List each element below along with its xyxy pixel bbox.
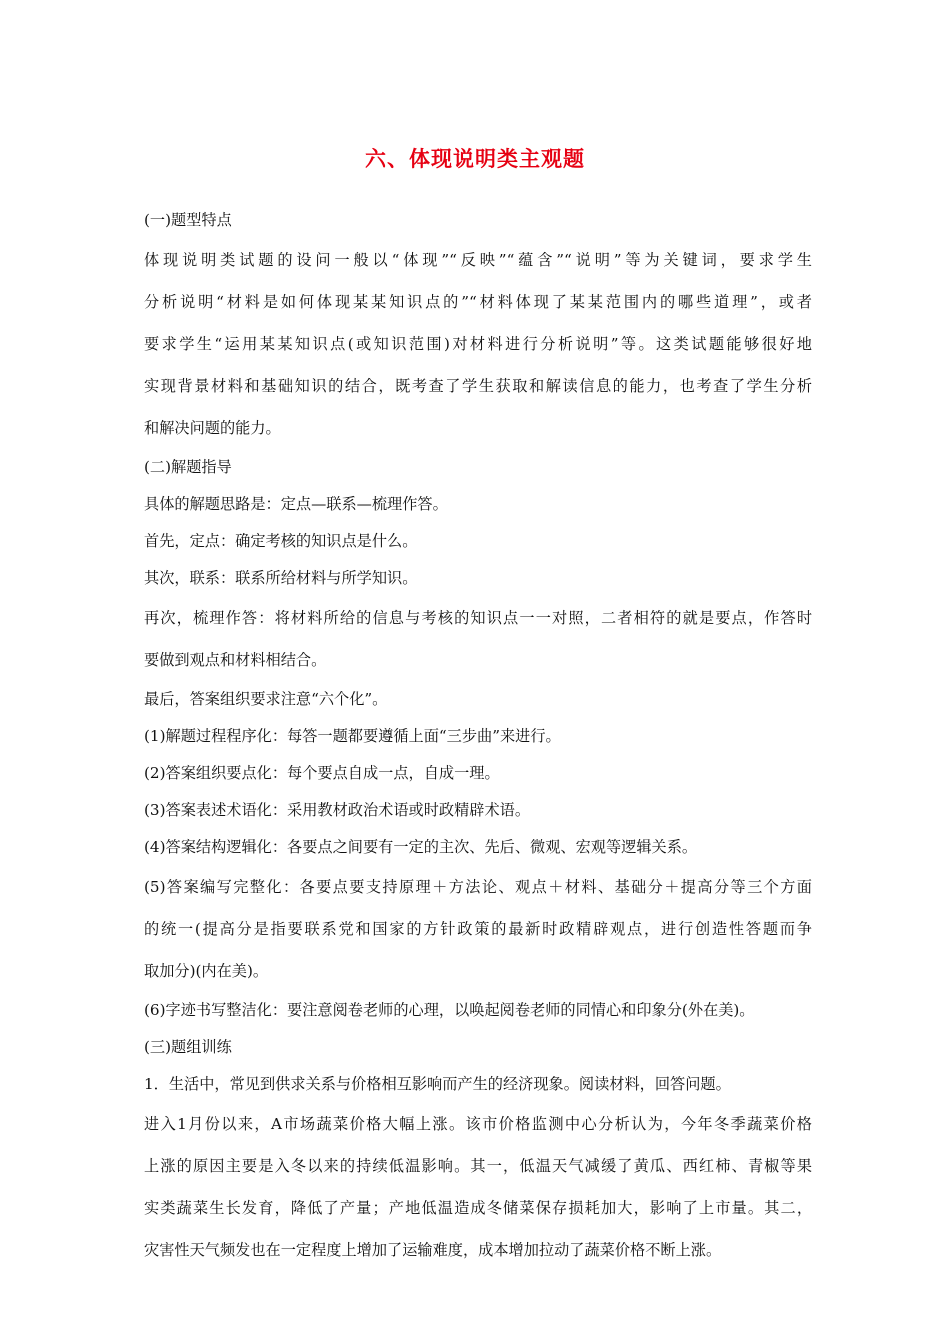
list-item-continued: 的统一(提高分是指要联系党和国家的方针政策的最新时政精辟观点，进行创造性答题而争 [144,920,812,938]
paragraph-line: 分析说明“材料是如何体现某某知识点的”“材料体现了某某范围内的哪些道理”，或者 [144,293,812,311]
paragraph-line: 要做到观点和材料相结合。 [144,651,327,669]
section-heading-features: (一)题型特点 [144,211,232,229]
paragraph-line: 其次，联系：联系所给材料与所学知识。 [144,569,418,587]
paragraph-line: 要求学生“运用某某知识点(或知识范围)对材料进行分析说明”等。这类试题能够很好地 [144,335,812,353]
material-line: 上涨的原因主要是入冬以来的持续低温影响。其一，低温天气减缓了黄瓜、西红柿、青椒等果 [144,1157,812,1175]
list-item: (3)答案表述术语化：采用教材政治术语或时政精辟术语。 [144,801,531,819]
section-heading-guidance: (二)解题指导 [144,458,232,476]
document-body [144,202,812,1271]
list-item: (1)解题过程程序化：每答一题都要遵循上面“三步曲”来进行。 [144,727,561,745]
list-item-continued: 取加分)(内在美)。 [144,962,269,980]
list-item: (5)答案编写完整化：各要点要支持原理＋方法论、观点＋材料、基础分＋提高分等三个方面 [144,878,812,896]
paragraph-line: 体现说明类试题的设问一般以“体现”“反映”“蕴含”“说明”等为关键词，要求学生 [144,251,812,269]
paragraph-line: 具体的解题思路是：定点—联系—梳理作答。 [144,495,448,513]
document-title: 六、体现说明类主观题 [365,147,585,171]
paragraph-line: 最后，答案组织要求注意“六个化”。 [144,690,388,708]
section-heading-training: (三)题组训练 [144,1038,232,1056]
list-item: (4)答案结构逻辑化：各要点之间要有一定的主次、先后、微观、宏观等逻辑关系。 [144,838,698,856]
material-line: 进入1月份以来，A市场蔬菜价格大幅上涨。该市价格监测中心分析认为，今年冬季蔬菜价格 [144,1115,812,1133]
paragraph-line: 实现背景材料和基础知识的结合，既考查了学生获取和解读信息的能力，也考查了学生分析 [144,377,812,395]
paragraph-line: 和解决问题的能力。 [144,419,281,437]
paragraph-line: 首先，定点：确定考核的知识点是什么。 [144,532,418,550]
list-item: (6)字迹书写整洁化：要注意阅卷老师的心理，以唤起阅卷老师的同情心和印象分(外在美)。 [144,1001,755,1019]
paragraph-line: 再次，梳理作答：将材料所给的信息与考核的知识点一一对照，二者相符的就是要点，作答时 [144,609,812,627]
question-prompt: 1．生活中，常见到供求关系与价格相互影响而产生的经济现象。阅读材料，回答问题。 [144,1075,731,1093]
material-line: 实类蔬菜生长发育，降低了产量；产地低温造成冬储菜保存损耗加大，影响了上市量。其二， [144,1199,812,1217]
list-item: (2)答案组织要点化：每个要点自成一点，自成一理。 [144,764,500,782]
material-line: 灾害性天气频发也在一定程度上增加了运输难度，成本增加拉动了蔬菜价格不断上涨。 [144,1241,722,1259]
